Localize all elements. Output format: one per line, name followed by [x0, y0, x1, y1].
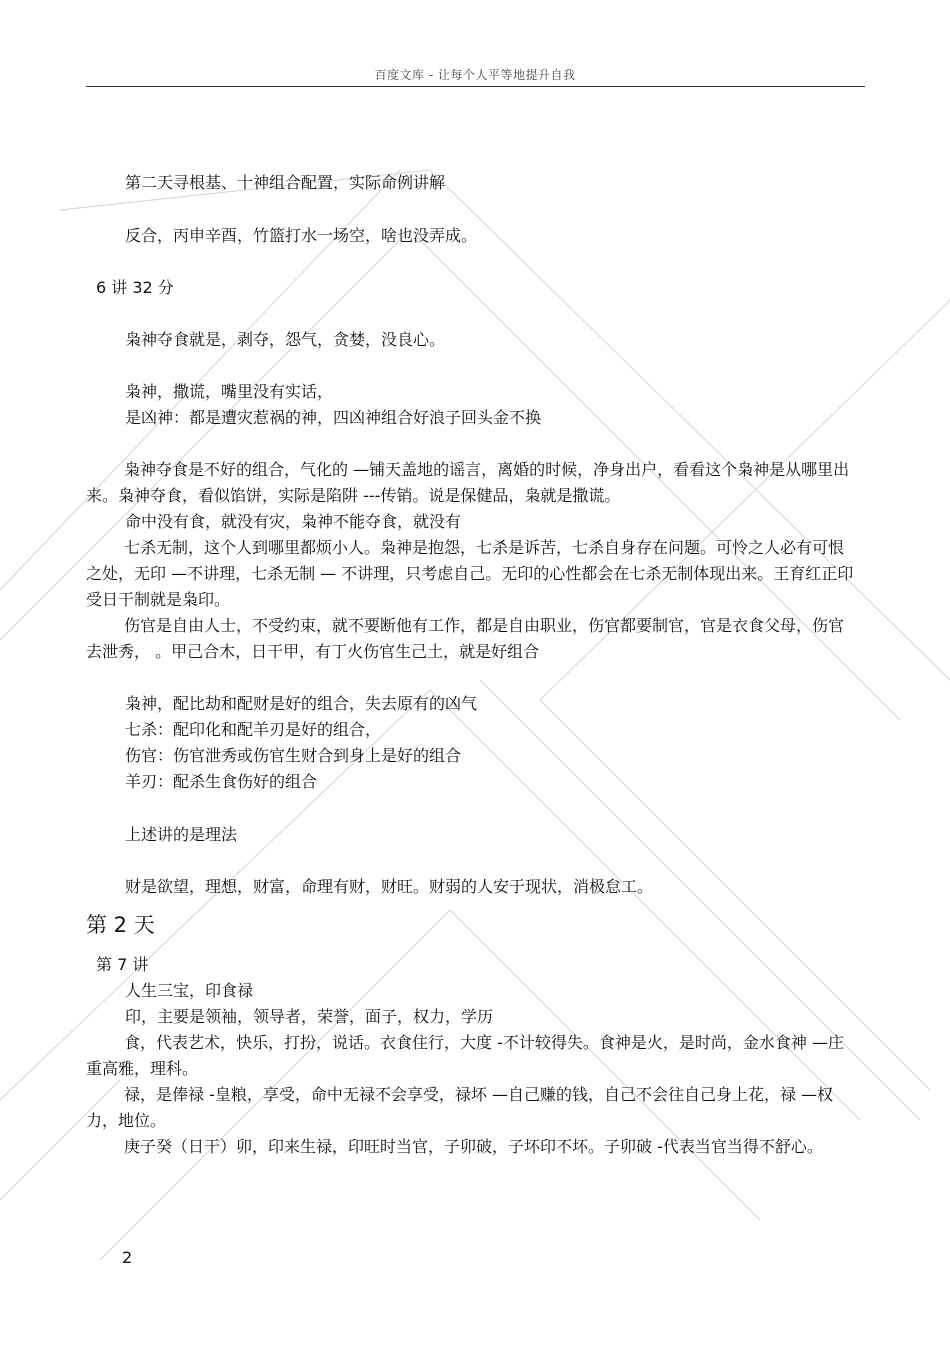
heading-lecture7: 第 7 讲	[96, 955, 149, 974]
line-xiaoshen-duoshi: 枭神夺食就是，剥夺，怨气，贪婪，没良心。	[125, 330, 446, 349]
line-combo-xiaoshen: 枭神，配比劫和配财是好的组合，失去原有的凶气	[125, 694, 478, 713]
line-combo-yangren: 羊刃：配杀生食伤好的组合	[125, 772, 318, 791]
line-xiongshen: 是凶神：都是遭灾惹祸的神，四凶神组合好浪子回头金不换	[125, 408, 542, 427]
line-xiaoshen-lie: 枭神，撒谎，嘴里没有实话，	[125, 382, 334, 401]
line-combo-qisha: 七杀：配印化和配羊刃是好的组合，	[125, 720, 382, 739]
paragraph-shi: 食，代表艺术，快乐，打扮，说话。衣食住行，大度 -不计较得失。食神是火，是时尚，金水食神 —庄重高雅，理科。	[86, 1033, 844, 1078]
paragraph-qisha: 七杀无制，这个人到哪里都烦小人。枭神是抱怨，七杀是诉苦，七杀自身存在问题。可怜之人必有可恨之处，无印 —不讲理，七杀无制 — 不讲理，只考虑自己。无印的心性都会在七杀无制体现出来。王育红正印受日干制就是枭印。	[86, 538, 854, 609]
paragraph-gengzi: 庚子癸（日干）卯，印来生禄，印旺时当官，子卯破，子坏印不坏。子卯破 -代表当官当得不舒心。	[124, 1137, 823, 1156]
line-yin: 印，主要是领袖，领导者，荣誉，面子，权力，学历	[125, 1007, 494, 1026]
line-sanbao: 人生三宝，印食禄	[125, 981, 254, 1000]
line-lifa: 上述讲的是理法	[125, 825, 238, 844]
heading-day2: 第 2 天	[86, 913, 155, 937]
line-combo-shangguan: 伤官：伤官泄秀或伤官生财合到身上是好的组合	[125, 746, 462, 765]
line-no-food: 命中没有食，就没有灾，枭神不能夺食，就没有	[125, 512, 462, 531]
page-header: 百度文库 - 让每个人平等地提升自我	[374, 68, 576, 82]
paragraph-xiaoshen: 枭神夺食是不好的组合，气化的 —铺天盖地的谣言，离婚的时候，净身出户，看看这个枭神是从哪里出来。枭神夺食，看似馅饼，实际是陷阱 ---传销。说是保健品，枭就是撒谎。	[86, 460, 850, 505]
paragraph-lu: 禄，是俸禄 -皇粮，享受，命中无禄不会享受，禄坏 —自己赚的钱，自己不会往自己身上花，禄 —权力，地位。	[86, 1085, 834, 1130]
header-divider	[86, 86, 865, 87]
line-cai: 财是欲望，理想，财富，命理有财，财旺。财弱的人安于现状，消极怠工。	[125, 877, 654, 896]
paragraph-shangguan: 伤官是自由人士，不受约束，就不要断他有工作，都是自由职业，伤官都要制官，官是衣食父母，伤官去泄秀， 。甲己合木，日干甲，有丁火伤官生己土，就是好组合	[86, 616, 845, 661]
line-lecture6: 6 讲 32 分	[96, 278, 174, 297]
page-number: 2	[122, 1248, 133, 1267]
line-fanhe: 反合，丙申辛酉，竹篮打水一场空，啥也没弄成。	[125, 226, 478, 245]
line-topic: 第二天寻根基、十神组合配置，实际命例讲解	[125, 173, 446, 192]
